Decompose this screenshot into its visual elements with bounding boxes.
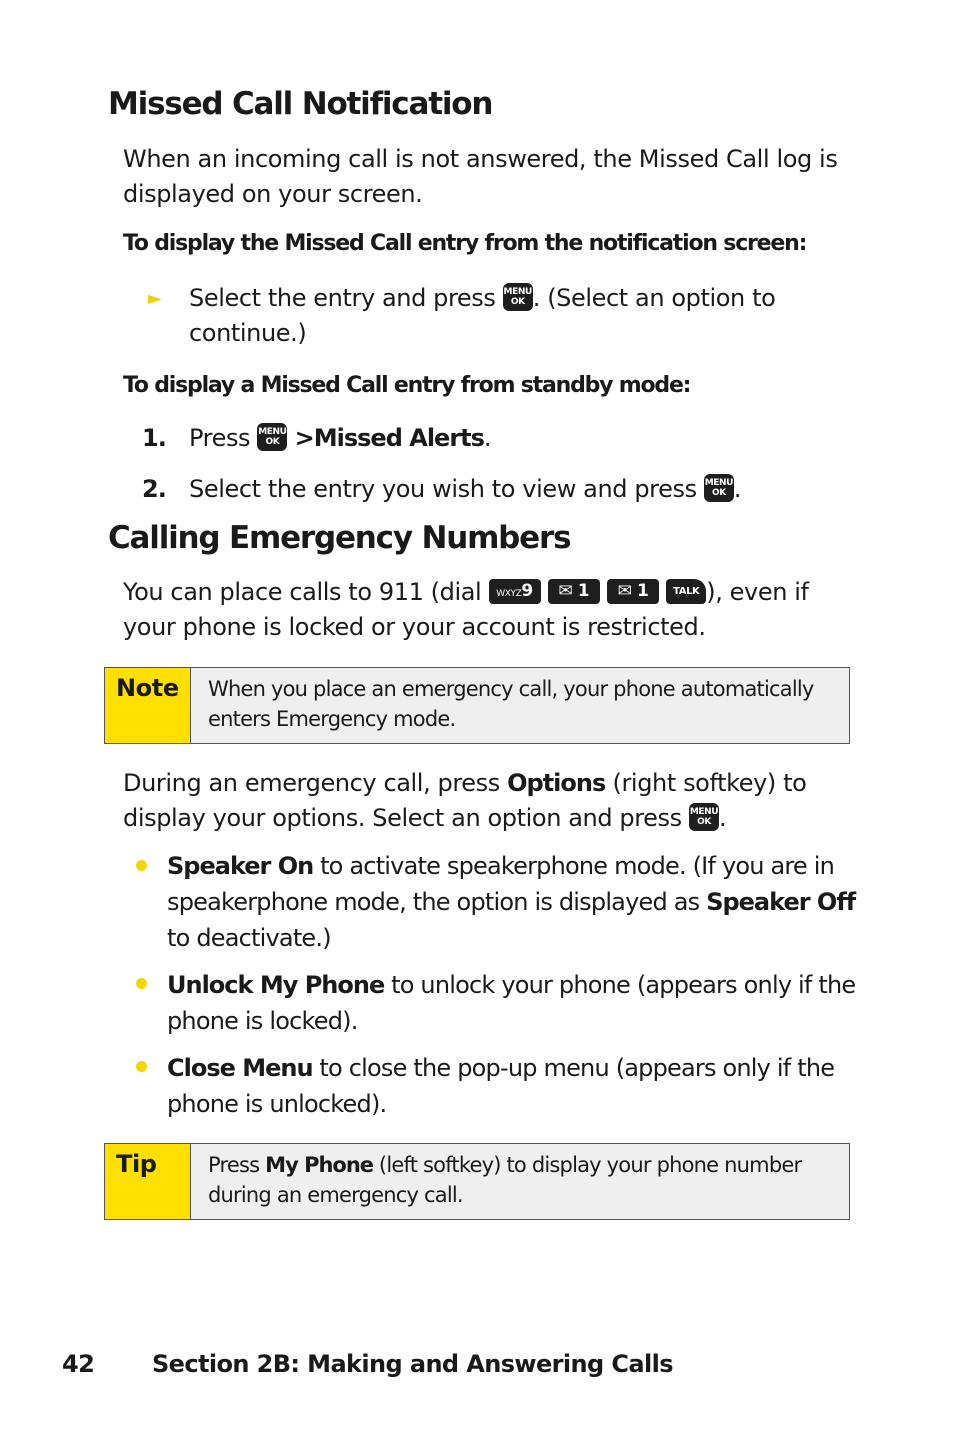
option-speaker-on bbox=[167, 848, 857, 956]
tip-box bbox=[104, 1143, 850, 1220]
speaker-on-label: Speaker On bbox=[167, 852, 314, 880]
notification-step-text: Select the entry and press bbox=[189, 284, 496, 312]
note-label: Note bbox=[105, 668, 191, 743]
section-title-missed-call: Missed Call Notification bbox=[108, 86, 493, 122]
menu-ok-key-icon: MENU OK bbox=[704, 474, 734, 502]
tip-text-start: Press bbox=[208, 1153, 260, 1177]
my-phone-label: My Phone bbox=[265, 1153, 374, 1177]
speaker-off-label: Speaker Off bbox=[706, 888, 856, 916]
step-1-text: Press bbox=[189, 424, 251, 452]
tip-text bbox=[191, 1144, 828, 1219]
during-call-paragraph bbox=[123, 766, 853, 836]
unlock-my-phone-label: Unlock My Phone bbox=[167, 971, 385, 999]
close-menu-label: Close Menu bbox=[167, 1054, 313, 1082]
tip-text-end: (left softkey) to display your phone number during an emergency call. bbox=[208, 1153, 802, 1207]
note-box bbox=[104, 667, 850, 744]
key-1-icon: ✉ 1 bbox=[607, 579, 659, 604]
standby-step-2 bbox=[189, 472, 741, 507]
emergency-intro bbox=[123, 575, 863, 645]
bullet-dot-icon bbox=[136, 1061, 147, 1072]
triangle-bullet-icon: ► bbox=[148, 288, 162, 309]
step-2-text: Select the entry you wish to view and press bbox=[189, 475, 697, 503]
unlock-text: to unlock your phone (appears only if the phone is locked). bbox=[167, 971, 856, 1035]
step-1-separator: > bbox=[294, 424, 314, 452]
options-label: Options bbox=[507, 769, 606, 797]
key-1-icon: ✉ 1 bbox=[548, 579, 600, 604]
step-2-period: . bbox=[733, 475, 742, 503]
bullet-dot-icon bbox=[136, 860, 147, 871]
notification-step bbox=[189, 281, 849, 351]
page-number: 42 bbox=[62, 1350, 95, 1378]
menu-ok-key-icon: MENU OK bbox=[257, 423, 287, 451]
menu-ok-key-icon: MENU OK bbox=[689, 803, 719, 831]
step-1-period: . bbox=[483, 424, 492, 452]
option-unlock-phone bbox=[167, 967, 857, 1039]
speaker-on-text-end: to deactivate.) bbox=[167, 924, 331, 952]
notification-step-text-end: . (Select an option to continue.) bbox=[189, 284, 776, 347]
missed-call-intro: When an incoming call is not answered, the Missed Call log is displayed on your screen. bbox=[123, 145, 838, 208]
bullet-dot-icon bbox=[136, 978, 147, 989]
menu-ok-key-icon: MENU OK bbox=[503, 283, 533, 311]
subheading-notification-screen: To display the Missed Call entry from the notification screen: bbox=[123, 231, 807, 256]
speaker-on-text: to activate speakerphone mode. (If you are in speakerphone mode, the option is displayed as bbox=[167, 852, 834, 916]
talk-key-icon: TALK bbox=[666, 579, 706, 604]
emergency-intro-text-end: ), even if your phone is locked or your account is restricted. bbox=[123, 578, 809, 641]
during-text: During an emergency call, press bbox=[123, 769, 500, 797]
subheading-standby-mode: To display a Missed Call entry from standby mode: bbox=[123, 373, 691, 398]
step-number-2: 2. bbox=[142, 475, 166, 503]
tip-label: Tip bbox=[105, 1144, 191, 1219]
key-9-icon: WXYZ9 bbox=[489, 579, 541, 604]
footer-section-title: Section 2B: Making and Answering Calls bbox=[152, 1350, 673, 1378]
during-text-2: (right softkey) to display your options. Select an option and press bbox=[123, 769, 807, 832]
emergency-intro-text: You can place calls to 911 (dial bbox=[123, 578, 482, 606]
section-title-emergency: Calling Emergency Numbers bbox=[108, 520, 571, 556]
step-number-1: 1. bbox=[142, 424, 166, 452]
option-close-menu bbox=[167, 1050, 857, 1122]
missed-alerts-label: Missed Alerts bbox=[313, 424, 484, 452]
note-text: When you place an emergency call, your phone automatically enters Emergency mode. bbox=[208, 677, 814, 731]
close-menu-text: to close the pop-up menu (appears only if the phone is unlocked). bbox=[167, 1054, 835, 1118]
during-period: . bbox=[719, 804, 727, 832]
standby-step-1 bbox=[189, 421, 491, 456]
